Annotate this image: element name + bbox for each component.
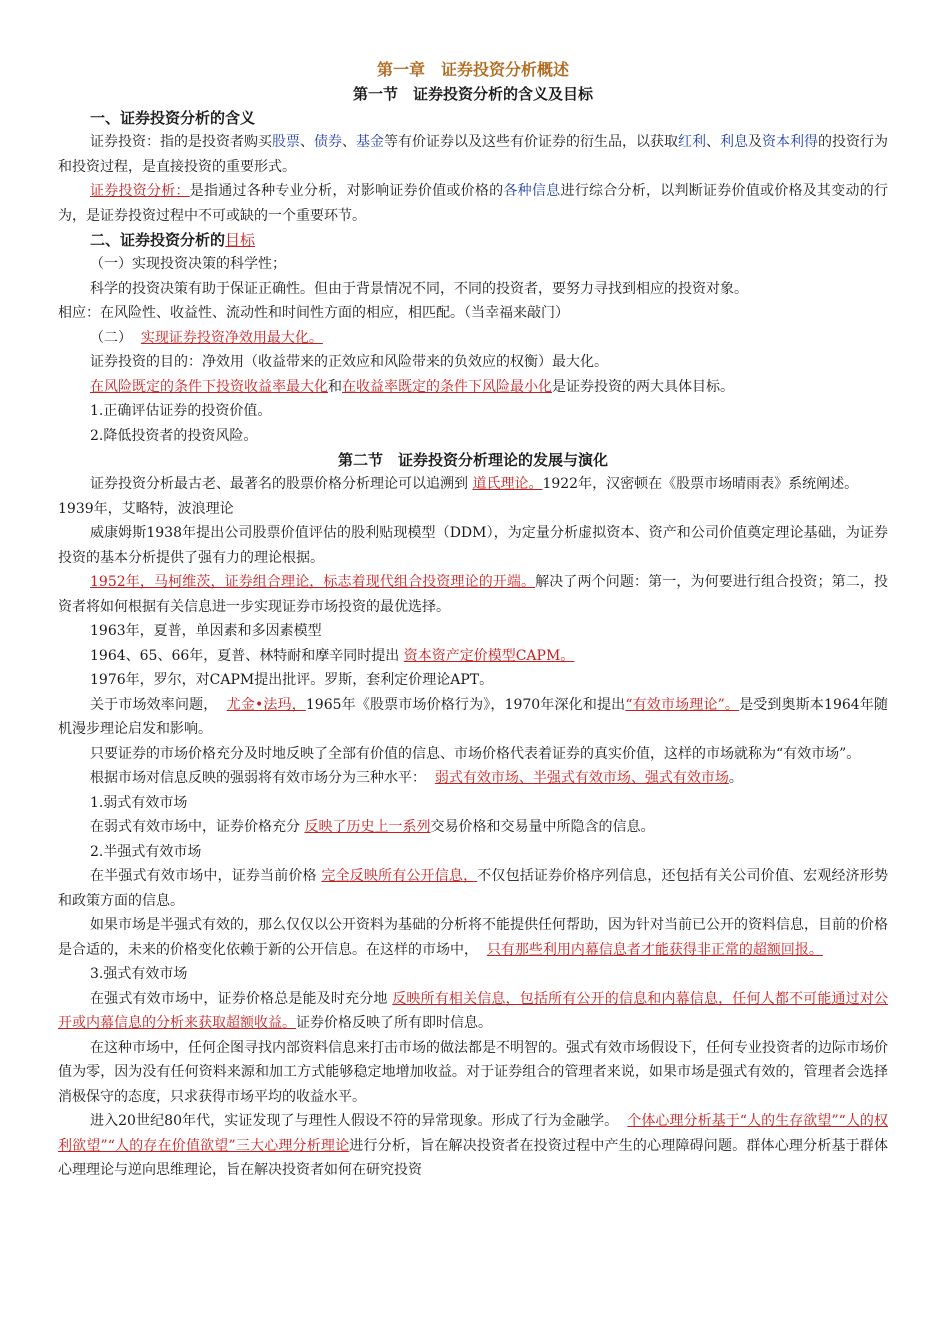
heading-semi-strong-form: 2.半强式有效市场 [90, 843, 202, 860]
heading-meaning: 一、证券投资分析的含义 [90, 109, 256, 127]
paragraph-capm: 1964、65、66年，夏普、林特耐和摩辛同时提出 资本资产定价模型CAPM。 [90, 647, 575, 664]
paragraph-sharpe: 1963年，夏普，单因素和多因素模型 [90, 623, 322, 639]
paragraph-elliott: 1939年，艾略特，波浪理论 [58, 500, 234, 517]
section-2-title: 第二节 证券投资分析理论的发展与演化 [337, 451, 608, 469]
heading-goal: 二、证券投资分析的目标 [90, 231, 256, 249]
document-page [58, 58, 888, 1183]
paragraph-efficient-market: 只要证券的市场价格充分及时地反映了全部有价值的信息、市场价格代表着证券的真实价值，这样的市场就称为“有效市场”。 [90, 745, 861, 762]
paragraph-two-targets: 在风险既定的条件下投资收益率最大化和在收益率既定的条件下风险最小化是证券投资的两大具体目标。 [90, 378, 734, 395]
paragraph-ddm: 威康姆斯1938年提出公司股票价值评估的股利贴现模型（DDM），为定量分析虚拟资本、资产和公司价值奠定理论基础，为证券投资的基本分析提供了强有力的理论根据。 [58, 525, 888, 566]
paragraph-three-levels: 根据市场对信息反映的强弱将有效市场分为三种水平： 弱式有效市场、半强式有效市场、强式有效市场。 [90, 770, 743, 786]
paragraph-semi-strong-form: 在半强式有效市场中，证券当前价格 完全反映所有公开信息，不仅包括证券价格序列信息，还包括有关公司价值、宏观经济形势和政策方面的信息。 [58, 868, 889, 909]
paragraph-dow-theory: 证券投资分析最古老、最著名的股票价格分析理论可以追溯到 道氏理论。1922年，汉密顿在《股票市场晴雨表》系统阐述。 [90, 476, 859, 492]
paragraph-goal-2: （二） 实现证券投资净效用最大化。 [90, 329, 323, 346]
paragraph-goal-1: （一）实现投资决策的科学性； [90, 256, 286, 272]
paragraph-goal-1-note: 相应：在风险性、收益性、流动性和时间性方面的相应，相匹配。（当幸福来敲门） [58, 305, 569, 321]
paragraph-behavioral-finance: 进入20世纪80年代，实证发现了与理性人假设不符的异常现象。形成了行为金融学。 个体心理分析基于“人的生存欲望”“人的权利欲望”“人的存在价值欲望”三大心理分析理论进行分析，旨在解决投资者在投资过程中产生的心理障碍问题。群体心理分析基于群体心理理论与逆向思维理论，旨在解决投资者如何在研究投资 [58, 1113, 888, 1178]
chapter-title: 第一章 证券投资分析概述 [376, 60, 569, 79]
paragraph-strong-implication: 在这种市场中，任何企图寻找内部资料信息来打击市场的做法都是不明智的。强式有效市场假设下，任何专业投资者的边际市场价值为零，因为没有任何资料来源和加工方式能够稳定地增加收益。对于证券组合的管理者来说，如果市场是强式有效的，管理者会选择消极保守的态度，只求获得市场平均的收益水平。 [58, 1039, 888, 1105]
paragraph-weak-form: 在弱式有效市场中，证券价格充分 反映了历史上一系列交易价格和交易量中所隐含的信息。 [90, 819, 655, 835]
paragraph-fama: 关于市场效率问题， 尤金•法玛，1965年《股票市场价格行为》，1970年深化和提出“有效市场理论”。是受到奥斯本1964年随机漫步理论启发和影响。 [58, 696, 888, 737]
paragraph-goal-1-desc: 科学的投资决策有助于保证正确性。但由于背景情况不同，不同的投资者，要努力寻找到相应的投资对象。 [90, 280, 748, 297]
paragraph-markowitz: 1952年，马柯维茨，证券组合理论，标志着现代组合投资理论的开端。解决了两个问题：第一，为何要进行组合投资；第二，投资者将如何根据有关信息进一步实现证券市场投资的最优选择。 [58, 574, 888, 615]
paragraph-apt: 1976年，罗尔，对CAPM提出批评。罗斯，套利定价理论APT。 [90, 672, 494, 688]
heading-strong-form: 3.强式有效市场 [90, 966, 188, 982]
paragraph-definition: 证券投资：指的是投资者购买股票、债券、基金等有价证券以及这些有价证券的衍生品，以获取红利、利息及资本利得的投资行为和投资过程，是直接投资的重要形式。 [58, 134, 888, 175]
heading-weak-form: 1.弱式有效市场 [90, 794, 188, 811]
paragraph-goal-2-desc: 证券投资的目的：净效用（收益带来的正效应和风险带来的负效应的权衡）最大化。 [90, 354, 608, 370]
paragraph-semi-strong-implication: 如果市场是半强式有效的，那么仅仅以公开资料为基础的分析将不能提供任何帮助，因为针对当前已公开的资料信息，目前的价格是合适的，未来的价格变化依赖于新的公开信息。在这样的市场中， 只有那些利用内幕信息者才能获得非正常的超额回报。 [58, 917, 888, 958]
paragraph-analysis-definition: 证券投资分析：是指通过各种专业分析，对影响证券价值或价格的各种信息进行综合分析，以判断证券价值或价格及其变动的行为，是证券投资过程中不可或缺的一个重要环节。 [58, 183, 889, 224]
paragraph-strong-form: 在强式有效市场中，证券价格总是能及时充分地 反映所有相关信息，包括所有公开的信息和内幕信息，任何人都不可能通过对公开或内幕信息的分析来获取超额收益。证券价格反映了所有即时信息。 [58, 990, 889, 1031]
list-item-2: 2.降低投资者的投资风险。 [90, 427, 258, 444]
section-1-title: 第一节 证券投资分析的含义及目标 [352, 85, 593, 103]
list-item-1: 1.正确评估证券的投资价值。 [90, 403, 272, 419]
